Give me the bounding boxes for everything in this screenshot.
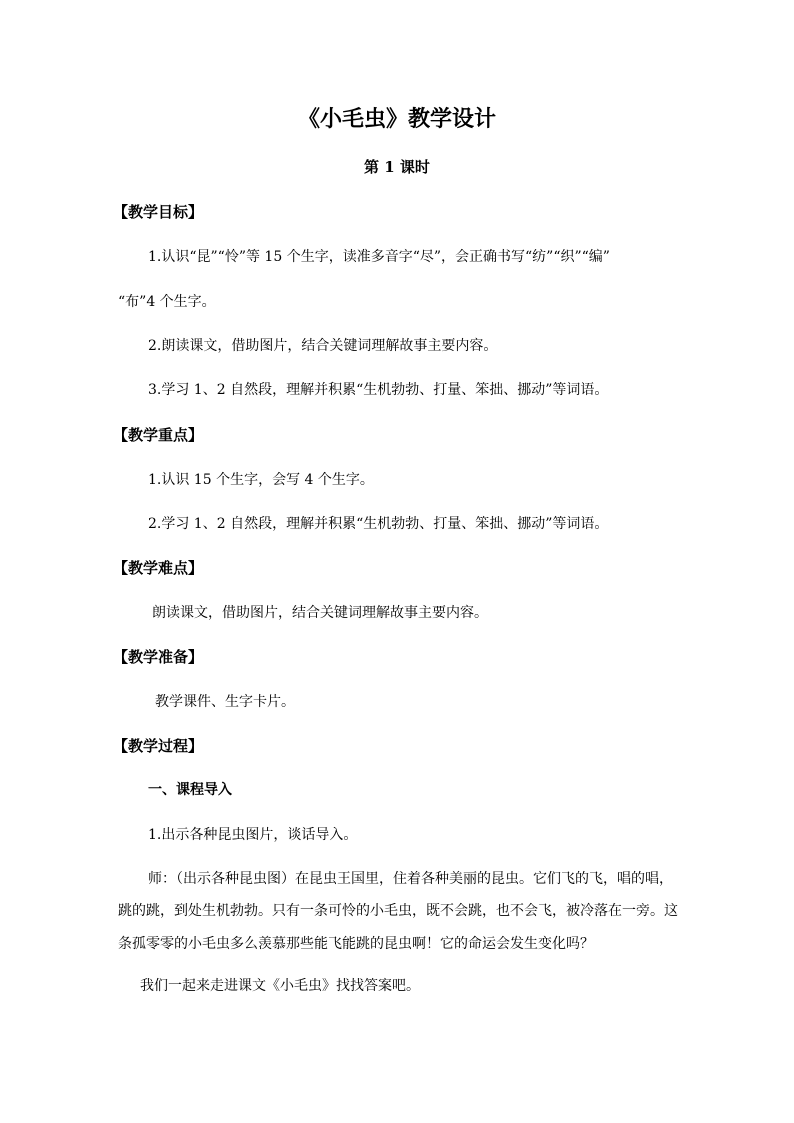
teacher-line-3: 条孤零零的小毛虫多么羡慕那些能飞能跳的昆虫啊！它的命运会发生变化吗？ — [118, 936, 594, 952]
goal-3: 3.学习 1、2 自然段，理解并积累“生机勃勃、打量、笨拙、挪动”等词语。 — [148, 382, 609, 398]
key-point-2: 2.学习 1、2 自然段，理解并积累“生机勃勃、打量、笨拙、挪动”等词语。 — [148, 516, 609, 532]
heading-key-points: 【教学重点】 — [113, 426, 204, 444]
goal-1-line-1: 1.认识“昆”“怜”等 15 个生字，读准多音字“尽”，会正确书写“纺”“织”“编” — [148, 249, 610, 265]
teacher-line-1: 师：（出示各种昆虫图）在昆虫王国里，住着各种美丽的昆虫。它们飞的飞，唱的唱， — [148, 871, 673, 887]
goal-2: 2.朗读课文，借助图片，结合关键词理解故事主要内容。 — [148, 338, 498, 354]
preparation-1: 教学课件、生字卡片。 — [155, 694, 295, 710]
lesson-subtitle: 第 1 课时 — [364, 158, 430, 176]
process-step-1: 1.出示各种昆虫图片，谈话导入。 — [148, 827, 358, 843]
heading-difficulties: 【教学难点】 — [113, 559, 204, 577]
goal-1-line-2: “布”4 个生字。 — [118, 294, 216, 310]
heading-goals: 【教学目标】 — [113, 203, 204, 221]
process-part-1: 一、课程导入 — [148, 782, 232, 798]
difficulty-1: 朗读课文，借助图片，结合关键词理解故事主要内容。 — [152, 605, 488, 621]
key-point-1: 1.认识 15 个生字，会写 4 个生字。 — [148, 472, 374, 488]
heading-preparation: 【教学准备】 — [113, 648, 204, 666]
teacher-line-2: 跳的跳，到处生机勃勃。只有一条可怜的小毛虫，既不会跳，也不会飞，被冷落在一旁。这 — [118, 903, 678, 919]
closing-line: 我们一起来走进课文《小毛虫》找找答案吧。 — [140, 978, 420, 994]
page-title: 《小毛虫》教学设计 — [297, 106, 496, 132]
heading-process: 【教学过程】 — [113, 737, 204, 755]
